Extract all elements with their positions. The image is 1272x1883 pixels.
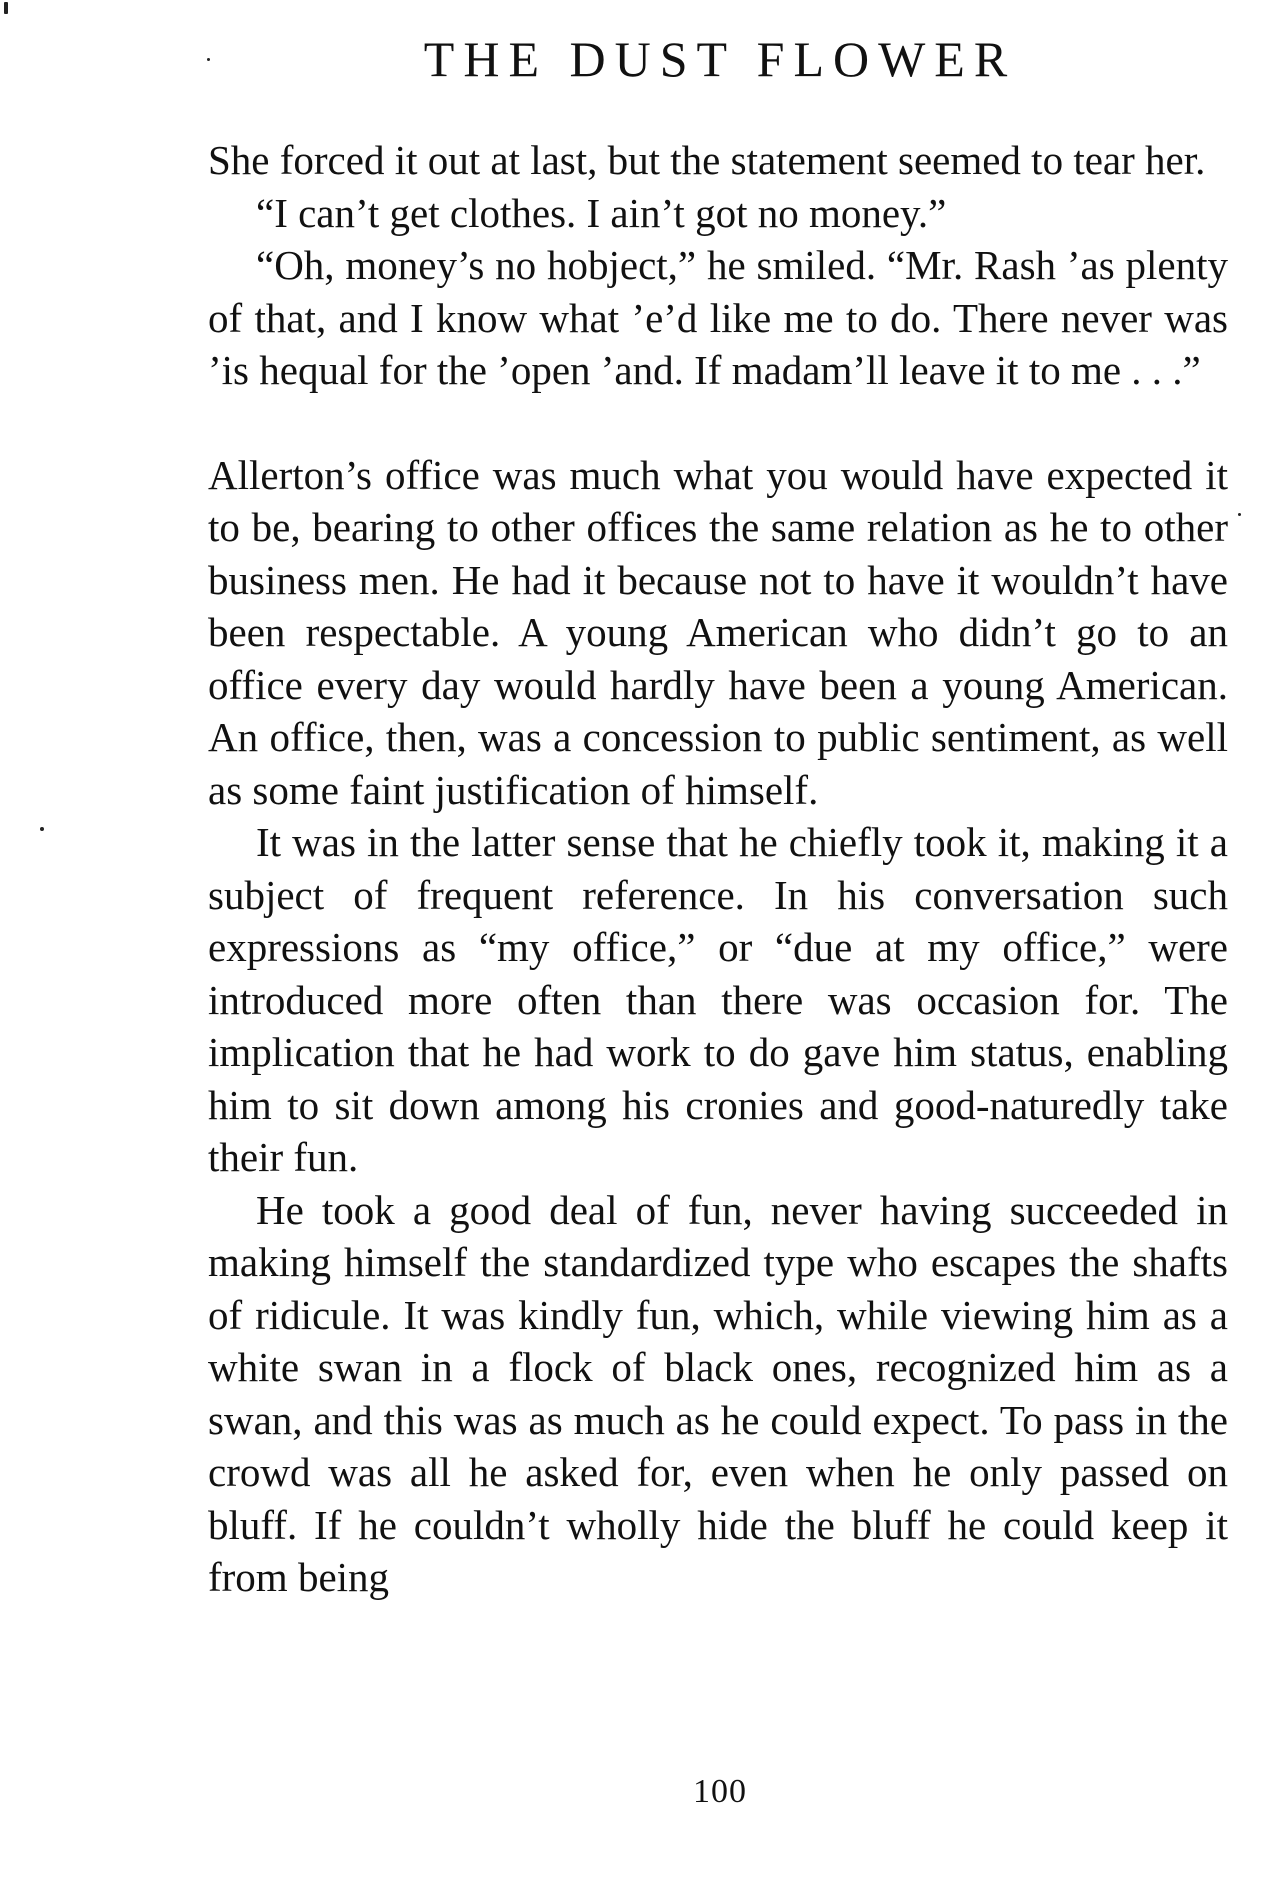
paragraph: “I can’t get clothes. I ain’t got no money.” [256, 189, 947, 236]
paragraph: Allerton’s office was much what you would have expected it to be, bearing to other offices the same relation as he to other business men. He had it because not to have it wouldn’t have been respectable. A young American who didn’t go to an office every day would hardly have been a young American. An office, then, was a concession to public sentiment, as well as some faint justification of himself. [208, 451, 1228, 813]
page-number: 100 [693, 1773, 747, 1810]
scan-speck [4, 2, 8, 14]
paragraph: It was in the latter sense that he chiefly took it, making it a subject of frequent reference. In his conversation such expressions as “my office,” or “due at my office,” were introduced more often than there was occasion for. The implication that he had work to do gave him status, enabling him to sit down among his cronies and good-naturedly take their fun. [208, 819, 1228, 1180]
scan-speck [1238, 513, 1241, 516]
paragraph: He took a good deal of fun, never having succeeded in making himself the standardized type who escapes the shafts of ridicule. It was kindly fun, which, while viewing him as a white swan in a flock of black ones, recognized him as a swan, and this was as much as he could expect. To pass in the crowd was all he asked for, even when he only passed on bluff. If he couldn’t wholly hide the bluff he could keep it from being [208, 1186, 1228, 1600]
running-head: THE DUST FLOWER [423, 31, 1017, 87]
paragraph: “Oh, money’s no hobject,” he smiled. “Mr. Rash ’as plenty of that, and I know what ’e’d like me to do. There never was ’is hequal for the ’open ’and. If madam’ll leave it to me . . .” [208, 242, 1228, 393]
paragraph: She forced it out at last, but the statement seemed to tear her. [208, 137, 1206, 183]
scan-speck [207, 58, 210, 61]
scan-speck [40, 827, 44, 831]
body-text [208, 134, 1228, 1604]
